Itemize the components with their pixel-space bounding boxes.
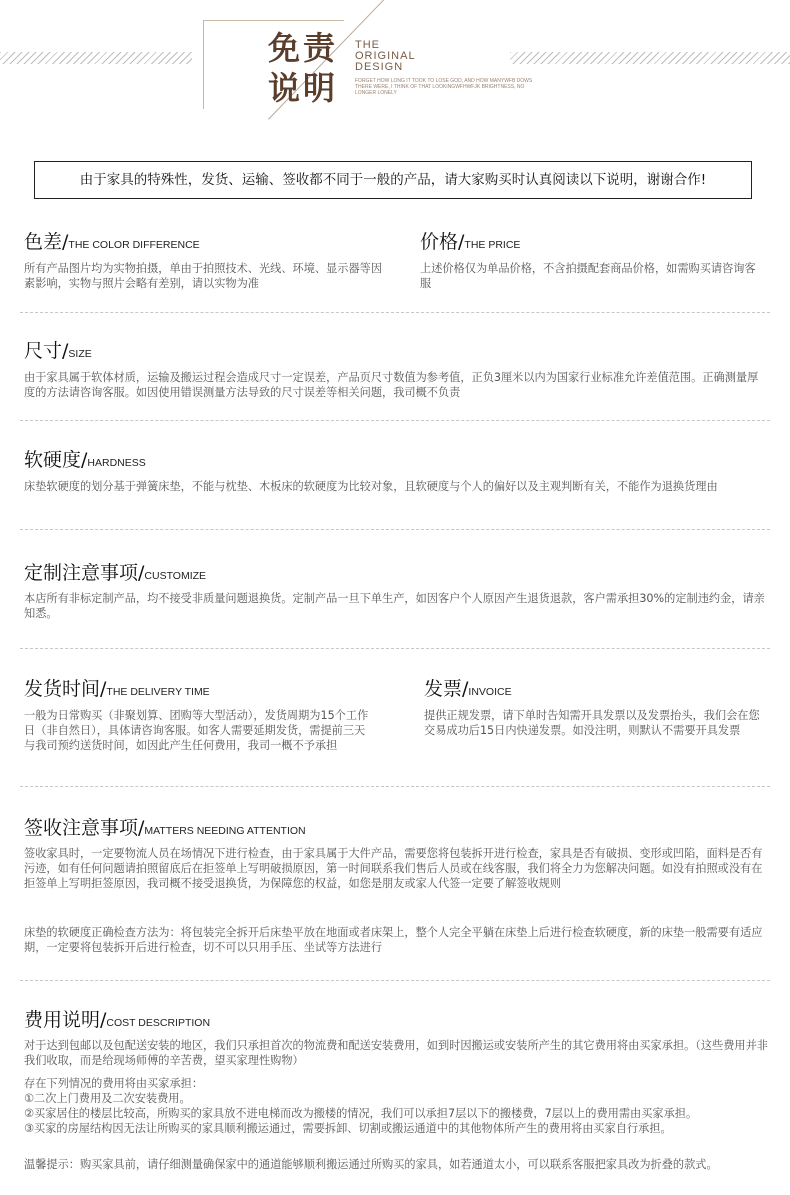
divider: [20, 420, 770, 421]
header-small-text: FORGET HOW LONG IT TOOK TO LOSE GOD, AND HOW MANYWFB DOWS THERE WERE, I THINK OF THAT LOOKINGWFHWFJK BRIGHTNESS, NO LONGER LONELY: [355, 78, 533, 96]
cost-list-item: ①二次上门费用及二次安装费用。: [24, 1092, 191, 1105]
section-title-size: 尺寸/SIZE: [24, 340, 92, 362]
section-title-invoice: 发票/INVOICE: [424, 678, 512, 700]
right-stripe-decoration: [510, 52, 790, 64]
section-title-color: 色差/THE COLOR DIFFERENCE: [24, 231, 200, 253]
section-body-invoice: 提供正规发票，请下单时告知需开具发票以及发票抬头，我们会在您交易成功后15日内快递发票。如没注明，则默认不需要开具发票: [424, 709, 760, 737]
section-body-cost: 对于达到包邮以及包配送安装的地区，我们只承担首次的物流费和配送安装费用，如到时因搬运或安装所产生的其它费用将由买家承担。（这些费用并非我们收取，而是给现场师傅的辛苦费，望买家理性购物）: [24, 1039, 768, 1067]
left-stripe-decoration: [0, 52, 192, 64]
section-body-hardness: 床垫软硬度的划分基于弹簧床垫，不能与枕垫、木板床的软硬度为比较对象，且软硬度与个人的偏好以及主观判断有关，不能作为退换货理由: [24, 480, 718, 493]
divider: [20, 648, 770, 649]
cost-list-item: ②买家居住的楼层比较高，所购买的家具放不进电梯而改为搬楼的情况，我们可以承担7层以下的搬楼费，7层以上的费用需由买家承担。: [24, 1107, 698, 1120]
notice-box: 由于家具的特殊性，发货、运输、签收都不同于一般的产品，请大家购买时认真阅读以下说明，谢谢合作!: [34, 161, 752, 199]
section-title-matters: 签收注意事项/MATTERS NEEDING ATTENTION: [24, 817, 306, 839]
section-body-size: 由于家具属于软体材质，运输及搬运过程会造成尺寸一定误差，产品页尺寸数值为参考值，正负3厘米以内为国家行业标准允许差值范围。正确测量厚度的方法请咨询客服。如因使用错误测量方法导致的尺寸误差等相关问题，我司概不负责: [24, 371, 759, 399]
section-title-price: 价格/THE PRICE: [420, 231, 521, 253]
section-title-hardness: 软硬度/HARDNESS: [24, 449, 146, 471]
divider: [20, 529, 770, 530]
section-body-matters: 签收家具时，一定要物流人员在场情况下进行检查，由于家具属于大件产品，需要您将包装拆开进行检查，家具是否有破损、变形或凹陷，面料是否有污迹，如有任何问题请拍照留底后在拒签单上写明破损原因，第一时间联系我们售后人员或在线客服，我们将全力为您解决问题。如没有拍照或没有在拒签单上写明拒签原因，我司概不接受退换货，为保障您的权益，如您是朋友或家人代签一定要了解签收规则: [24, 847, 763, 890]
section-body-customize: 本店所有非标定制产品，均不接受非质量问题退换货。定制产品一旦下单生产，如因客户个人原因产生退货退款，客户需承担30%的定制违约金，请亲知悉。: [24, 592, 765, 620]
cost-list-title: 存在下列情况的费用将由买家承担：: [24, 1077, 204, 1090]
section-body-color: 所有产品图片均为实物拍摄，单由于拍照技术、光线、环境、显示器等因素影响，实物与照片会略有差别，请以实物为准: [24, 262, 383, 290]
section-title-delivery: 发货时间/THE DELIVERY TIME: [24, 678, 210, 700]
page-title: 免责 说明: [268, 29, 339, 107]
section-title-customize: 定制注意事项/CUSTOMIZE: [24, 562, 207, 584]
section-body-matters-mattress: 床垫的软硬度正确检查方法为：将包装完全拆开后床垫平放在地面或者床架上，整个人完全平躺在床垫上后进行检查软硬度，新的床垫一般需要有适应期，一定要将包装拆开后进行检查，切不可以只用手压、坐试等方法进行: [24, 926, 763, 954]
divider: [20, 312, 770, 313]
section-title-cost: 费用说明/COST DESCRIPTION: [24, 1009, 211, 1031]
cost-list-item: ③买家的房屋结构因无法让所购买的家具顺利搬运通过，需要拆卸、切割或搬运通道中的其他物体所产生的费用将由买家自行承担。: [24, 1122, 672, 1135]
cost-conditions-list: [24, 1076, 769, 1136]
section-body-price: 上述价格仅为单品价格，不含拍摄配套商品价格，如需购买请咨询客服: [420, 262, 756, 290]
cost-tip: 温馨提示：购买家具前，请仔细测量确保家中的通道能够顺利搬运通过所购买的家具，如若通道太小，可以联系客服把家具改为折叠的款式。: [24, 1158, 718, 1171]
divider: [20, 786, 770, 787]
section-body-delivery: 一般为日常购买（非聚划算、团购等大型活动），发货周期为15个工作日（非自然日），具体请咨询客服。如客人需要延期发货，需提前三天与我司预约送货时间，如因此产生任何费用，我司一概不予承担: [24, 709, 369, 752]
header-english-title: THE ORIGINAL DESIGN: [355, 39, 416, 73]
divider: [20, 980, 770, 981]
